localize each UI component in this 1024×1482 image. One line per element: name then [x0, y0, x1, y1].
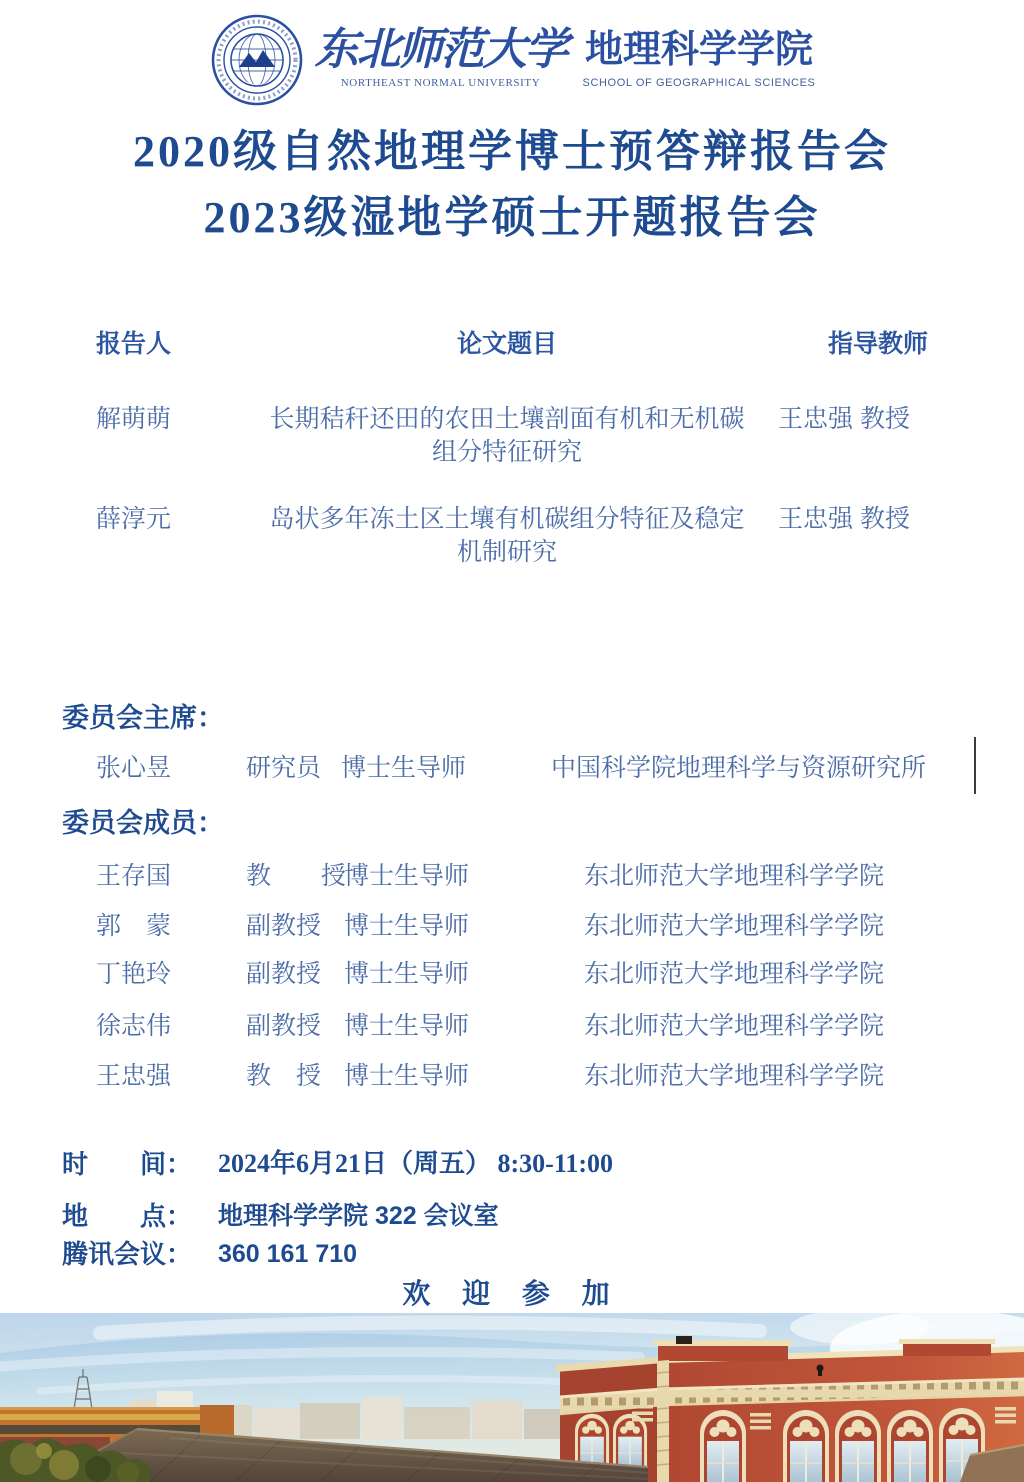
campus-photo-illustration — [0, 1313, 1024, 1482]
member-role: 博士生导师 — [344, 960, 470, 988]
member-name: 王忠强 — [96, 1062, 172, 1090]
thesis-title: 长期秸秆还田的农田土壤剖面有机和无机碳组分特征研究 — [269, 405, 745, 466]
committee-members-label: 委员会成员： — [62, 808, 224, 838]
member-affiliation: 东北师范大学地理科学学院 — [584, 1062, 885, 1090]
header-advisor: 指导教师 — [827, 330, 928, 358]
committee-member-row — [96, 958, 976, 990]
committee-member-row — [96, 1010, 976, 1042]
welcome-text: 欢 迎 参 加 — [402, 1278, 622, 1309]
text-cursor-caret — [974, 737, 976, 794]
presenter-name: 薛淳元 — [96, 505, 172, 533]
event-title-line2: 2023级湿地学硕士开题报告会 — [203, 193, 821, 242]
presentation-table-header — [96, 328, 928, 361]
member-title: 副教授 — [246, 1012, 322, 1040]
chair-title: 研究员 — [246, 754, 322, 782]
member-affiliation: 东北师范大学地理科学学院 — [584, 960, 885, 988]
member-affiliation: 东北师范大学地理科学学院 — [584, 912, 885, 940]
member-affiliation: 东北师范大学地理科学学院 — [584, 862, 885, 890]
table-row — [96, 403, 928, 469]
table-row — [96, 503, 928, 569]
presenter-name: 解萌萌 — [96, 405, 172, 433]
committee-member-row — [96, 910, 976, 942]
member-name: 徐志伟 — [96, 1012, 172, 1040]
school-name-cn: 地理科学学院 — [584, 29, 813, 71]
info-time-row — [62, 1148, 962, 1180]
campus-photo — [0, 1313, 1024, 1482]
logo-text-block — [315, 25, 816, 95]
time-value: 2024年6月21日（周五） 8:30-11:00 — [218, 1149, 614, 1178]
venue-label: 地 点： — [62, 1201, 193, 1231]
member-title: 副教授 — [246, 960, 322, 988]
thesis-title: 岛状多年冻土区土壤有机碳组分特征及稳定机制研究 — [269, 505, 745, 566]
member-title: 副教授 — [246, 912, 322, 940]
chair-name: 张心昱 — [96, 754, 172, 782]
venue-value: 地理科学学院 322 会议室 — [218, 1202, 499, 1230]
committee-member-row — [96, 860, 976, 892]
school-name-en: SCHOOL OF GEOGRAPHICAL SCIENCES — [582, 77, 816, 89]
committee-chair-label: 委员会主席： — [62, 703, 224, 733]
time-label: 时 间： — [62, 1149, 193, 1179]
header-thesis: 论文题目 — [456, 330, 557, 358]
university-name-en: NORTHEAST NORMAL UNIVERSITY — [340, 77, 541, 89]
member-title: 教 授 — [246, 862, 347, 890]
member-title: 教 授 — [246, 1062, 322, 1090]
logo-school-block — [583, 25, 816, 89]
info-venue-row — [62, 1200, 962, 1232]
member-name: 丁艳玲 — [96, 960, 172, 988]
event-title-line1: 2020级自然地理学博士预答辩报告会 — [133, 127, 891, 176]
header-logo — [0, 12, 1024, 108]
member-name: 王存国 — [96, 862, 172, 890]
chair-role: 博士生导师 — [341, 754, 467, 782]
advisor-name: 王忠强 教授 — [778, 505, 910, 533]
advisor-name: 王忠强 教授 — [778, 405, 910, 433]
university-name-cn: 东北师范大学 — [314, 25, 567, 74]
member-role: 博士生导师 — [344, 862, 470, 890]
meeting-id-value: 360 161 710 — [218, 1240, 358, 1268]
info-meeting-row — [62, 1238, 962, 1270]
committee-chair-row — [96, 752, 976, 784]
member-role: 博士生导师 — [344, 1062, 470, 1090]
member-affiliation: 东北师范大学地理科学学院 — [584, 1012, 885, 1040]
logo-university-block — [315, 25, 567, 89]
chair-affiliation: 中国科学院地理科学与资源研究所 — [551, 754, 927, 782]
member-name: 郭 蒙 — [96, 912, 172, 940]
header-presenter: 报告人 — [96, 330, 172, 358]
committee-member-row — [96, 1060, 976, 1092]
member-role: 博士生导师 — [344, 912, 470, 940]
member-role: 博士生导师 — [344, 1012, 470, 1040]
university-seal-icon — [209, 12, 305, 108]
meeting-label: 腾讯会议： — [62, 1239, 193, 1269]
